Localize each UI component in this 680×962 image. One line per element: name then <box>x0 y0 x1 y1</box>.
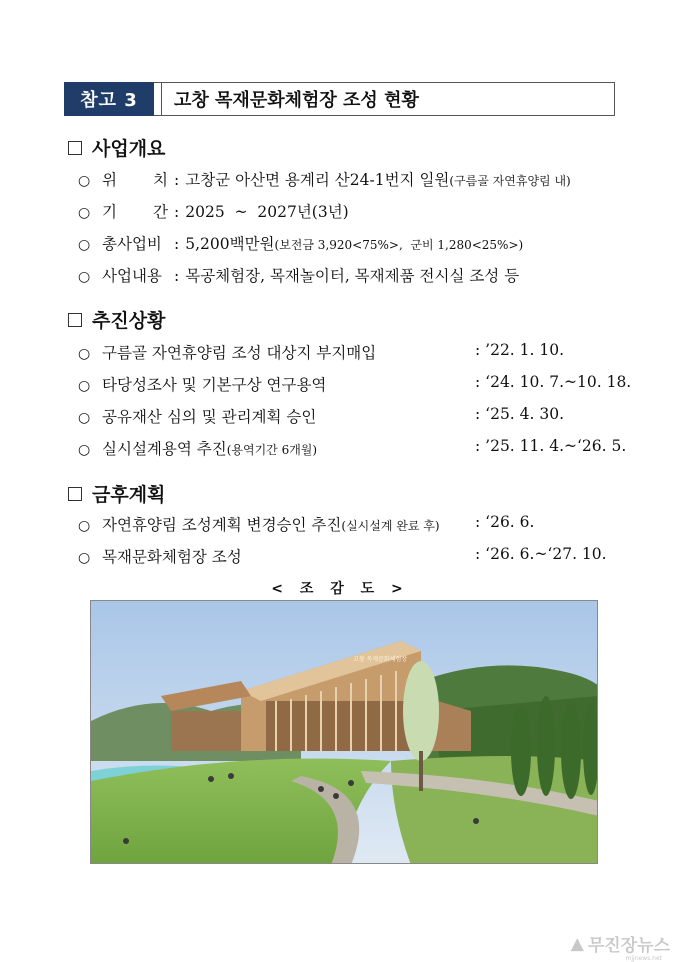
circle-bullet-icon: ○ <box>78 410 91 426</box>
circle-bullet-icon: ○ <box>78 346 91 362</box>
period-value: 2025 ~ 2027년(3년) <box>185 203 349 221</box>
circle-bullet-icon: ○ <box>78 518 91 534</box>
reference-badge: 참고 3 <box>64 82 154 116</box>
circle-bullet-icon: ○ <box>78 269 91 285</box>
overview-location-row: ○ 위 치 : 고창군 아산면 용계리 산24-1번지 일원 (구름골 자연휴양림 내) <box>78 168 620 190</box>
section-progress-title: 추진상황 <box>68 306 165 333</box>
budget-note: (보전금 3,920<75%>, 군비 1,280<25%>) <box>274 238 524 252</box>
content-value: 목공체험장, 목재놀이터, 목재제품 전시실 조성 등 <box>185 267 520 285</box>
plan-row: ○ 자연휴양림 조성계획 변경승인 추진 (실시설계 완료 후) <box>78 516 440 534</box>
checkbox-square-icon <box>68 487 82 501</box>
progress-row: ○ 타당성조사 및 기본구상 연구용역 <box>78 376 327 394</box>
overview-content-row: ○ 사업내용 : 목공체험장, 목재놀이터, 목재제품 전시실 조성 등 <box>78 264 620 286</box>
title-box <box>154 82 615 116</box>
plan-date: : ‘26. 6. <box>475 513 535 531</box>
view-caption: < 조 감 도 > <box>271 581 409 597</box>
circle-bullet-icon: ○ <box>78 378 91 394</box>
progress-date: : ’22. 1. 10. <box>475 341 565 359</box>
architectural-rendering <box>90 600 598 864</box>
rendering-illustration <box>91 601 598 864</box>
plan-row: ○ 목재문화체험장 조성 <box>78 548 242 566</box>
location-note: (구름골 자연휴양림 내) <box>449 174 571 188</box>
document-title: 고창 목재문화체험장 조성 현황 <box>174 90 419 111</box>
checkbox-square-icon <box>68 313 82 327</box>
circle-bullet-icon: ○ <box>78 442 91 458</box>
circle-bullet-icon: ○ <box>78 173 91 189</box>
overview-period-row: ○ 기 간 : 2025 ~ 2027년(3년) <box>78 200 620 222</box>
location-value: 고창군 아산면 용계리 산24-1번지 일원 <box>185 171 450 189</box>
overview-budget-row: ○ 총사업비 : 5,200백만원 (보전금 3,920<75%>, 군비 1,280<25%>) <box>78 232 620 254</box>
mountain-logo-icon: ▲ <box>570 933 584 954</box>
progress-row: ○ 구름골 자연휴양림 조성 대상지 부지매입 <box>78 344 377 362</box>
plan-date: : ‘26. 6.~‘27. 10. <box>475 545 607 563</box>
watermark-logo: ▲ 무진장뉴스 <box>570 933 670 956</box>
progress-row: ○ 실시설계용역 추진 (용역기간 6개월) <box>78 440 318 458</box>
progress-date: : ‘25. 4. 30. <box>475 405 565 423</box>
circle-bullet-icon: ○ <box>78 237 91 253</box>
watermark-url: mjjnews.net <box>625 955 662 962</box>
progress-row: ○ 공유재산 심의 및 관리계획 승인 <box>78 408 317 426</box>
building-sign: 고창 목재문화체험장 <box>353 656 408 663</box>
checkbox-square-icon <box>68 141 82 155</box>
section-overview-title: 사업개요 <box>68 134 165 161</box>
budget-value: 5,200백만원 <box>185 235 275 253</box>
progress-date: : ’25. 11. 4.~‘26. 5. <box>475 437 627 455</box>
progress-date: : ‘24. 10. 7.~10. 18. <box>475 373 632 391</box>
document-header <box>64 82 615 116</box>
circle-bullet-icon: ○ <box>78 205 91 221</box>
circle-bullet-icon: ○ <box>78 550 91 566</box>
section-plan-title: 금후계획 <box>68 480 165 507</box>
